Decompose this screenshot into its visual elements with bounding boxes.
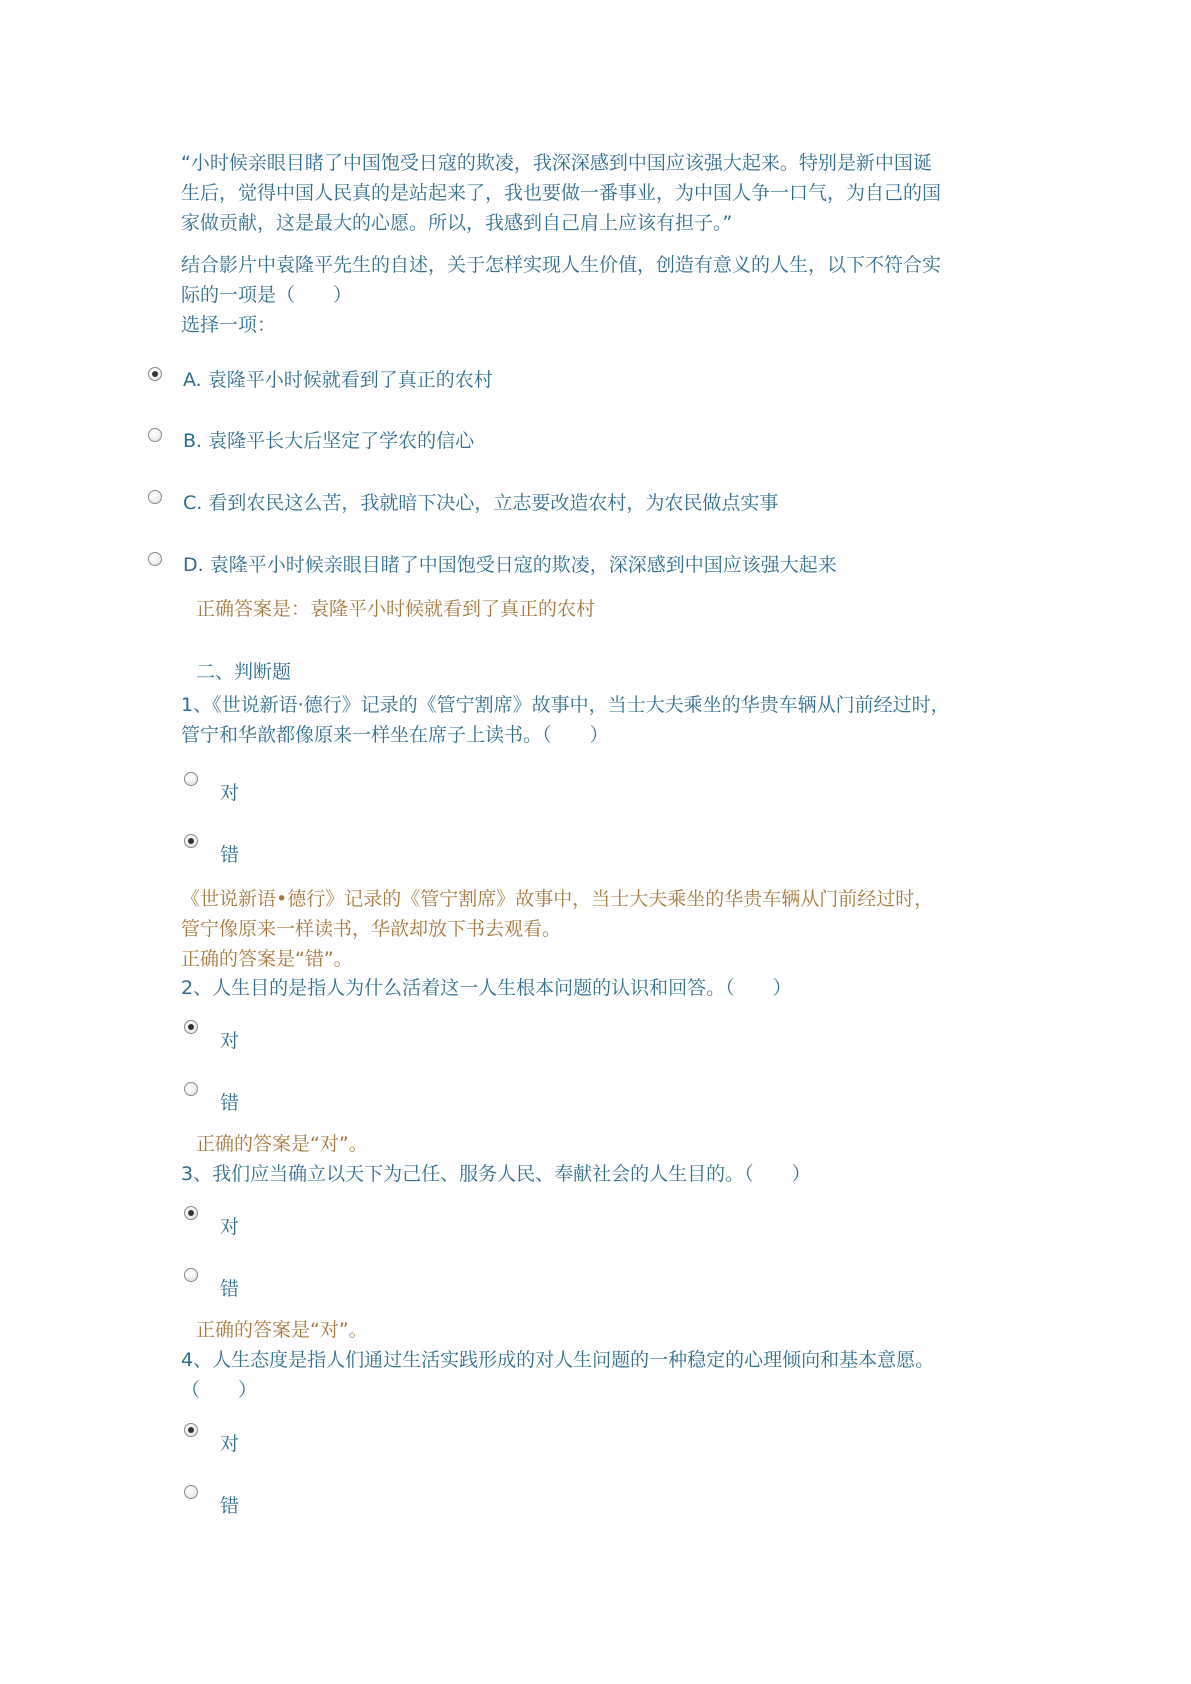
q3-false-radio[interactable]: [184, 1268, 198, 1282]
q3-true-label[interactable]: 对: [220, 1216, 240, 1238]
option-a-radio[interactable]: [148, 367, 162, 381]
option-a-text: 袁隆平小时候就看到了真正的农村: [207, 369, 493, 391]
option-d-radio[interactable]: [148, 552, 162, 566]
select-one-instruction: 选择一项：: [181, 314, 277, 336]
quote-line-2: 生后，觉得中国人民真的是站起来了，我也要做一番事业，为中国人争一口气，为自己的国: [181, 182, 942, 204]
option-b[interactable]: [183, 427, 474, 455]
q2-text: 2、人生目的是指人为什么活着这一人生根本问题的认识和回答。（ ）: [181, 977, 792, 999]
q1-text-line-1: 1、《世说新语·德行》记录的《管宁割席》故事中，当士大夫乘坐的华贵车辆从门前经过时，: [181, 694, 950, 716]
q2-false-radio[interactable]: [184, 1082, 198, 1096]
option-d[interactable]: [183, 551, 837, 579]
q1-true-radio[interactable]: [184, 772, 198, 786]
option-b-radio[interactable]: [148, 428, 162, 442]
q4-true-radio[interactable]: [184, 1423, 198, 1437]
option-c-text: 看到农民这么苦，我就暗下决心，立志要改造农村，为农民做点实事: [208, 492, 779, 514]
q2-correct-answer: 正确的答案是“对”。: [196, 1133, 368, 1155]
q4-true-label[interactable]: 对: [220, 1433, 240, 1455]
mc-correct-answer: 正确答案是：袁隆平小时候就看到了真正的农村: [196, 598, 596, 620]
q1-explanation-line-1: 《世说新语•德行》记录的《管宁割席》故事中，当士大夫乘坐的华贵车辆从门前经过时，: [181, 888, 934, 910]
option-c-letter: C.: [183, 492, 203, 514]
q2-true-radio[interactable]: [184, 1020, 198, 1034]
option-d-letter: D.: [183, 554, 204, 576]
q2-true-label[interactable]: 对: [220, 1030, 240, 1052]
q4-false-radio[interactable]: [184, 1485, 198, 1499]
q3-true-radio[interactable]: [184, 1206, 198, 1220]
question-stem-line-1: 结合影片中袁隆平先生的自述，关于怎样实现人生价值，创造有意义的人生，以下不符合实: [181, 254, 942, 276]
q1-false-radio[interactable]: [184, 834, 198, 848]
q3-text: 3、我们应当确立以天下为己任、服务人民、奉献社会的人生目的。（ ）: [181, 1163, 811, 1185]
option-c[interactable]: [183, 489, 778, 517]
q3-false-label[interactable]: 错: [220, 1278, 240, 1300]
option-a[interactable]: [183, 366, 493, 394]
option-b-letter: B.: [183, 430, 203, 452]
q1-explanation-line-2: 管宁像原来一样读书，华歆却放下书去观看。: [181, 918, 562, 940]
quote-line-1: “小时候亲眼目睹了中国饱受日寇的欺凌，我深深感到中国应该强大起来。特别是新中国诞: [181, 152, 932, 174]
q4-text-line-1: 4、人生态度是指人们通过生活实践形成的对人生问题的一种稳定的心理倾向和基本意愿。: [181, 1349, 935, 1371]
option-d-text: 袁隆平小时候亲眼目睹了中国饱受日寇的欺凌，深深感到中国应该强大起来: [209, 554, 837, 576]
q4-false-label[interactable]: 错: [220, 1495, 240, 1517]
q1-false-label[interactable]: 错: [220, 844, 240, 866]
q1-correct-answer: 正确的答案是“错”。: [181, 948, 353, 970]
option-c-radio[interactable]: [148, 490, 162, 504]
q3-correct-answer: 正确的答案是“对”。: [196, 1319, 368, 1341]
q2-false-label[interactable]: 错: [220, 1092, 240, 1114]
section-title: 二、判断题: [196, 661, 292, 683]
quote-line-3: 家做贡献，这是最大的心愿。所以，我感到自己肩上应该有担子。”: [181, 212, 733, 234]
q1-true-label[interactable]: 对: [220, 782, 240, 804]
q4-text-line-2: （ ）: [181, 1379, 258, 1401]
question-stem-line-2: 际的一项是（ ）: [181, 284, 353, 306]
option-a-letter: A.: [183, 369, 202, 391]
q1-text-line-2: 管宁和华歆都像原来一样坐在席子上读书。（ ）: [181, 724, 609, 746]
option-b-text: 袁隆平长大后坚定了学农的信心: [208, 430, 475, 452]
